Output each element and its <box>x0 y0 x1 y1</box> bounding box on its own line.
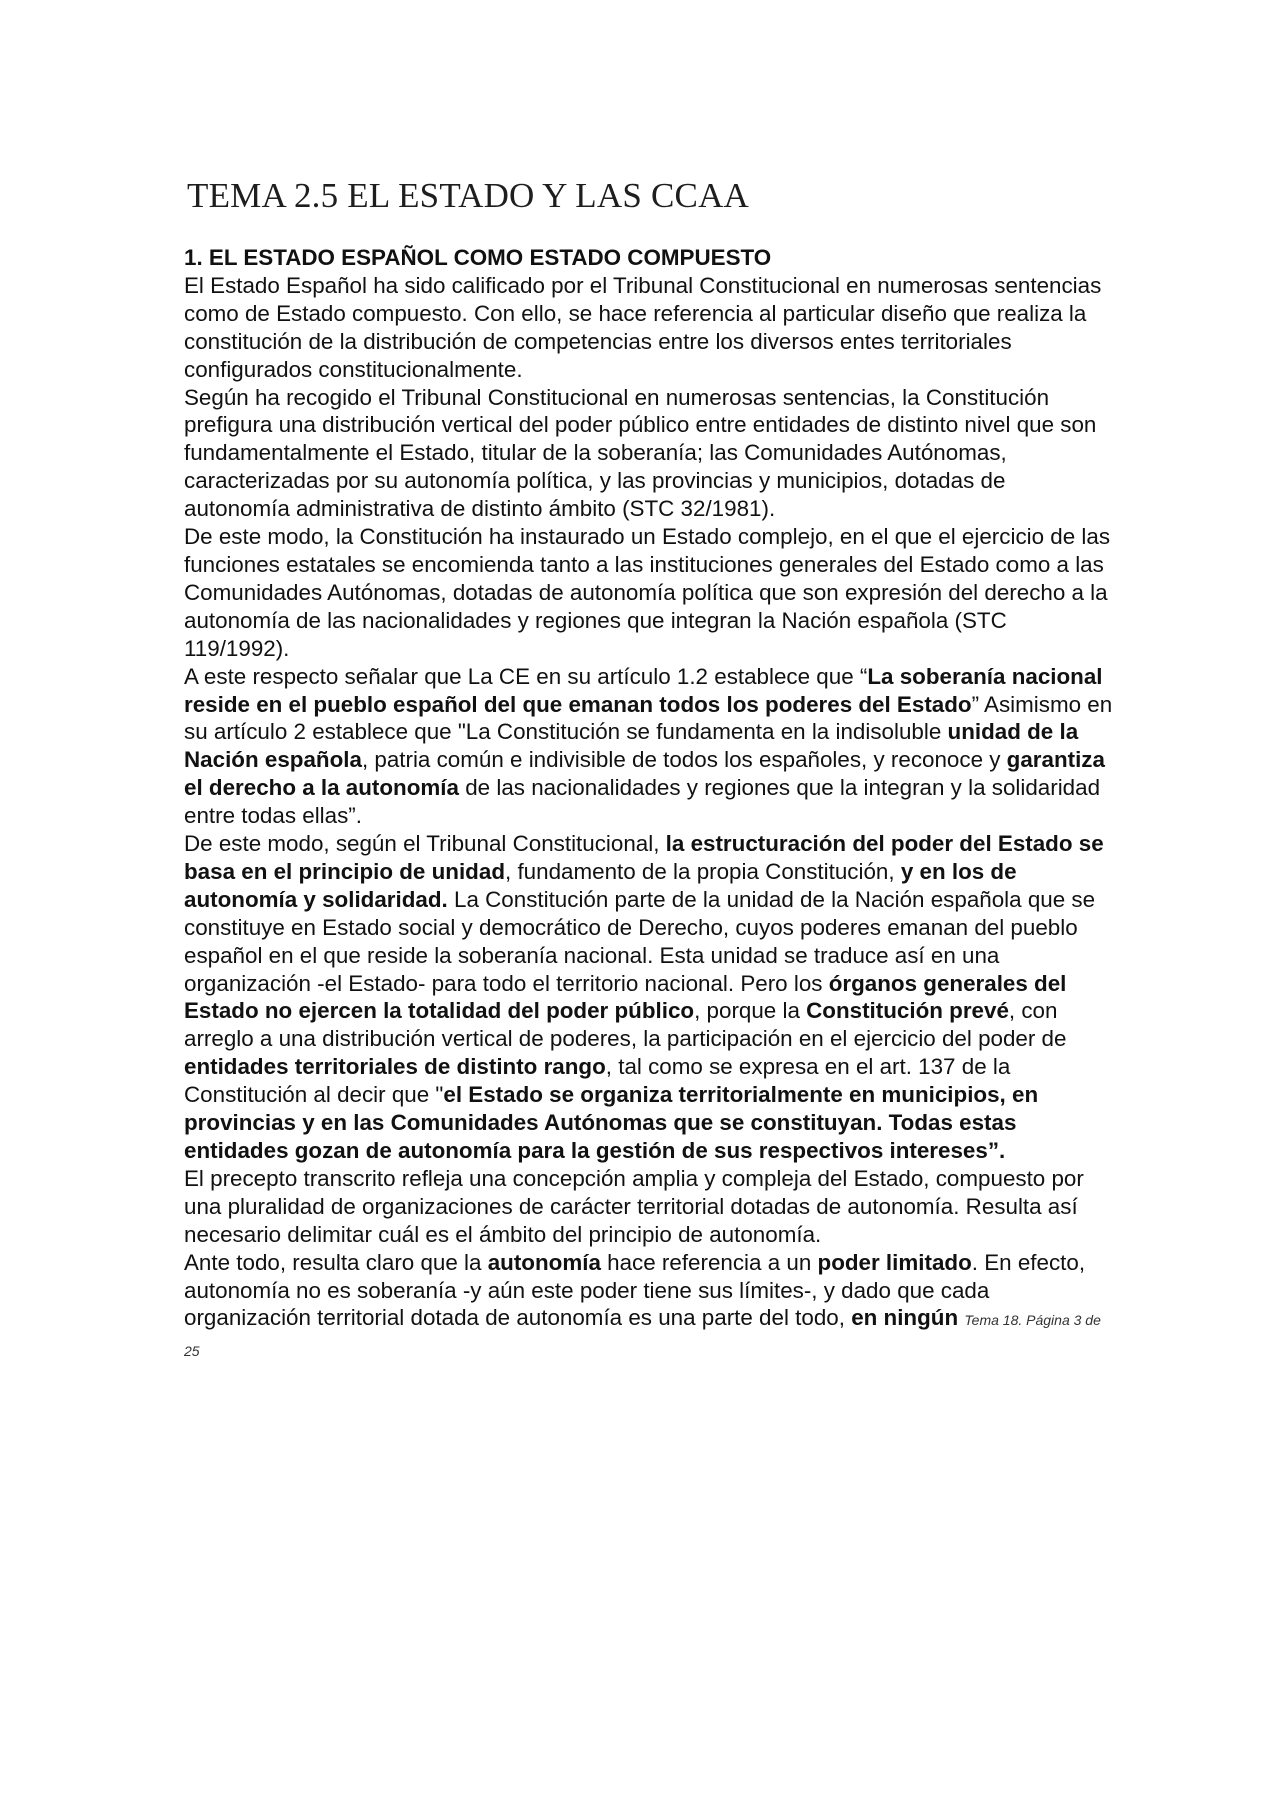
text-run: hace referencia a un <box>600 1249 818 1275</box>
body-paragraph <box>184 663 1114 830</box>
bold-text: Constitución prevé <box>806 998 1009 1024</box>
bold-text: garantiza el derecho a la autonomía <box>184 747 1105 801</box>
body-paragraph <box>184 523 1114 663</box>
bold-text: poder limitado <box>817 1249 972 1275</box>
body-paragraph <box>184 384 1114 524</box>
text-run: , con arreglo a una distribución vertical de poderes, la participación en el ejercicio del poder de <box>184 998 1067 1052</box>
bold-text: y en los de autonomía y solidaridad. <box>184 858 1017 912</box>
bold-text: La soberanía nacional reside en el pueblo español del que emanan todos los poderes del Estado <box>184 663 1103 717</box>
bold-text: el Estado se organiza territorialmente en municipios, en provincias y en las Comunidades Autónomas que se constituyan. Todas estas entidades gozan de autonomía para la gestión de sus respectivos intereses”. <box>184 1082 1039 1163</box>
bold-text: unidad de la Nación española <box>184 719 1079 773</box>
bold-text: en ningún <box>851 1305 959 1331</box>
text-run: El precepto transcrito refleja una concepción amplia y compleja del Estado, compuesto por una pluralidad de organizaciones de carácter territorial dotadas de autonomía. Resulta así necesario delimitar cuál es el ámbito del principio de autonomía. <box>184 1165 1084 1247</box>
page-footer: Tema 18. Página 3 de 25 <box>184 1312 1101 1360</box>
bold-text: autonomía <box>487 1249 601 1275</box>
text-run: De este modo, la Constitución ha instaurado un Estado complejo, en el que el ejercicio de las funciones estatales se encomienda tanto a las instituciones generales del Estado como a las Comunidades Autónomas, dotadas de autonomía política que son expresión del derecho a la autonomía de las nacionalidades y regiones que integran la Nación española (STC 119/1992). <box>184 524 1111 661</box>
text-run: , fundamento de la propia Constitución, <box>505 858 901 884</box>
text-run: , tal como se expresa en el art. 137 de la Constitución al decir que " <box>184 1054 1011 1108</box>
bold-text: órganos generales del Estado no ejercen la totalidad del poder público <box>184 970 1067 1024</box>
document-body <box>184 244 1114 1366</box>
text-run: Ante todo, resulta claro que la <box>184 1249 488 1275</box>
text-run: El Estado Español ha sido calificado por el Tribunal Constitucional en numerosas sentencias como de Estado compuesto. Con ello, se hace referencia al particular diseño que realiza la constitución de la distribución de competencias entre los diversos entes territoriales configurados constitucionalmente. <box>184 272 1102 382</box>
text-run: A este respecto señalar que La CE en su artículo 1.2 establece que “ <box>184 663 868 689</box>
text-run: , porque la <box>694 998 807 1024</box>
text-run: ” Asimismo en su artículo 2 establece que "La Constitución se fundamenta en la indisoluble <box>184 691 1113 745</box>
body-paragraph <box>184 272 1114 384</box>
text-run: de las nacionalidades y regiones que la integran y la solidaridad entre todas ellas”. <box>184 775 1101 829</box>
body-paragraph <box>184 830 1114 1165</box>
section-heading: 1. EL ESTADO ESPAÑOL COMO ESTADO COMPUESTO <box>184 245 772 270</box>
text-run: De este modo, según el Tribunal Constitucional, <box>184 831 666 857</box>
bold-text: la estructuración del poder del Estado se basa en el principio de unidad <box>184 831 1104 884</box>
text-run: , patria común e indivisible de todos los españoles, y reconoce y <box>361 747 1007 773</box>
paragraph-list <box>184 272 1114 1366</box>
body-paragraph <box>184 1249 1114 1367</box>
text-run: La Constitución parte de la unidad de la Nación española que se constituye en Estado social y democrático de Derecho, cuyos poderes emanan del pueblo español en el que reside la soberanía nacional. Esta unidad se traduce así en una organización -el Estado- para todo el territorio nacional. Pero los <box>184 886 1096 996</box>
text-run: Según ha recogido el Tribunal Constitucional en numerosas sentencias, la Constitución prefigura una distribución vertical del poder público entre entidades de distinto nivel que son fundamentalmente el Estado, titular de la soberanía; las Comunidades Autónomas, caracterizadas por su autonomía política, y las provincias y municipios, dotadas de autonomía administrativa de distinto ámbito (STC 32/1981). <box>184 384 1097 522</box>
bold-text: entidades territoriales de distinto rango <box>184 1054 606 1080</box>
text-run: . En efecto, autonomía no es soberanía -y aún este poder tiene sus límites-, y dado que cada organización territorial dotada de autonomía es una parte del todo, <box>184 1249 1086 1331</box>
body-paragraph <box>184 1165 1114 1249</box>
document-title: TEMA 2.5 EL ESTADO Y LAS CCAA <box>187 176 750 215</box>
